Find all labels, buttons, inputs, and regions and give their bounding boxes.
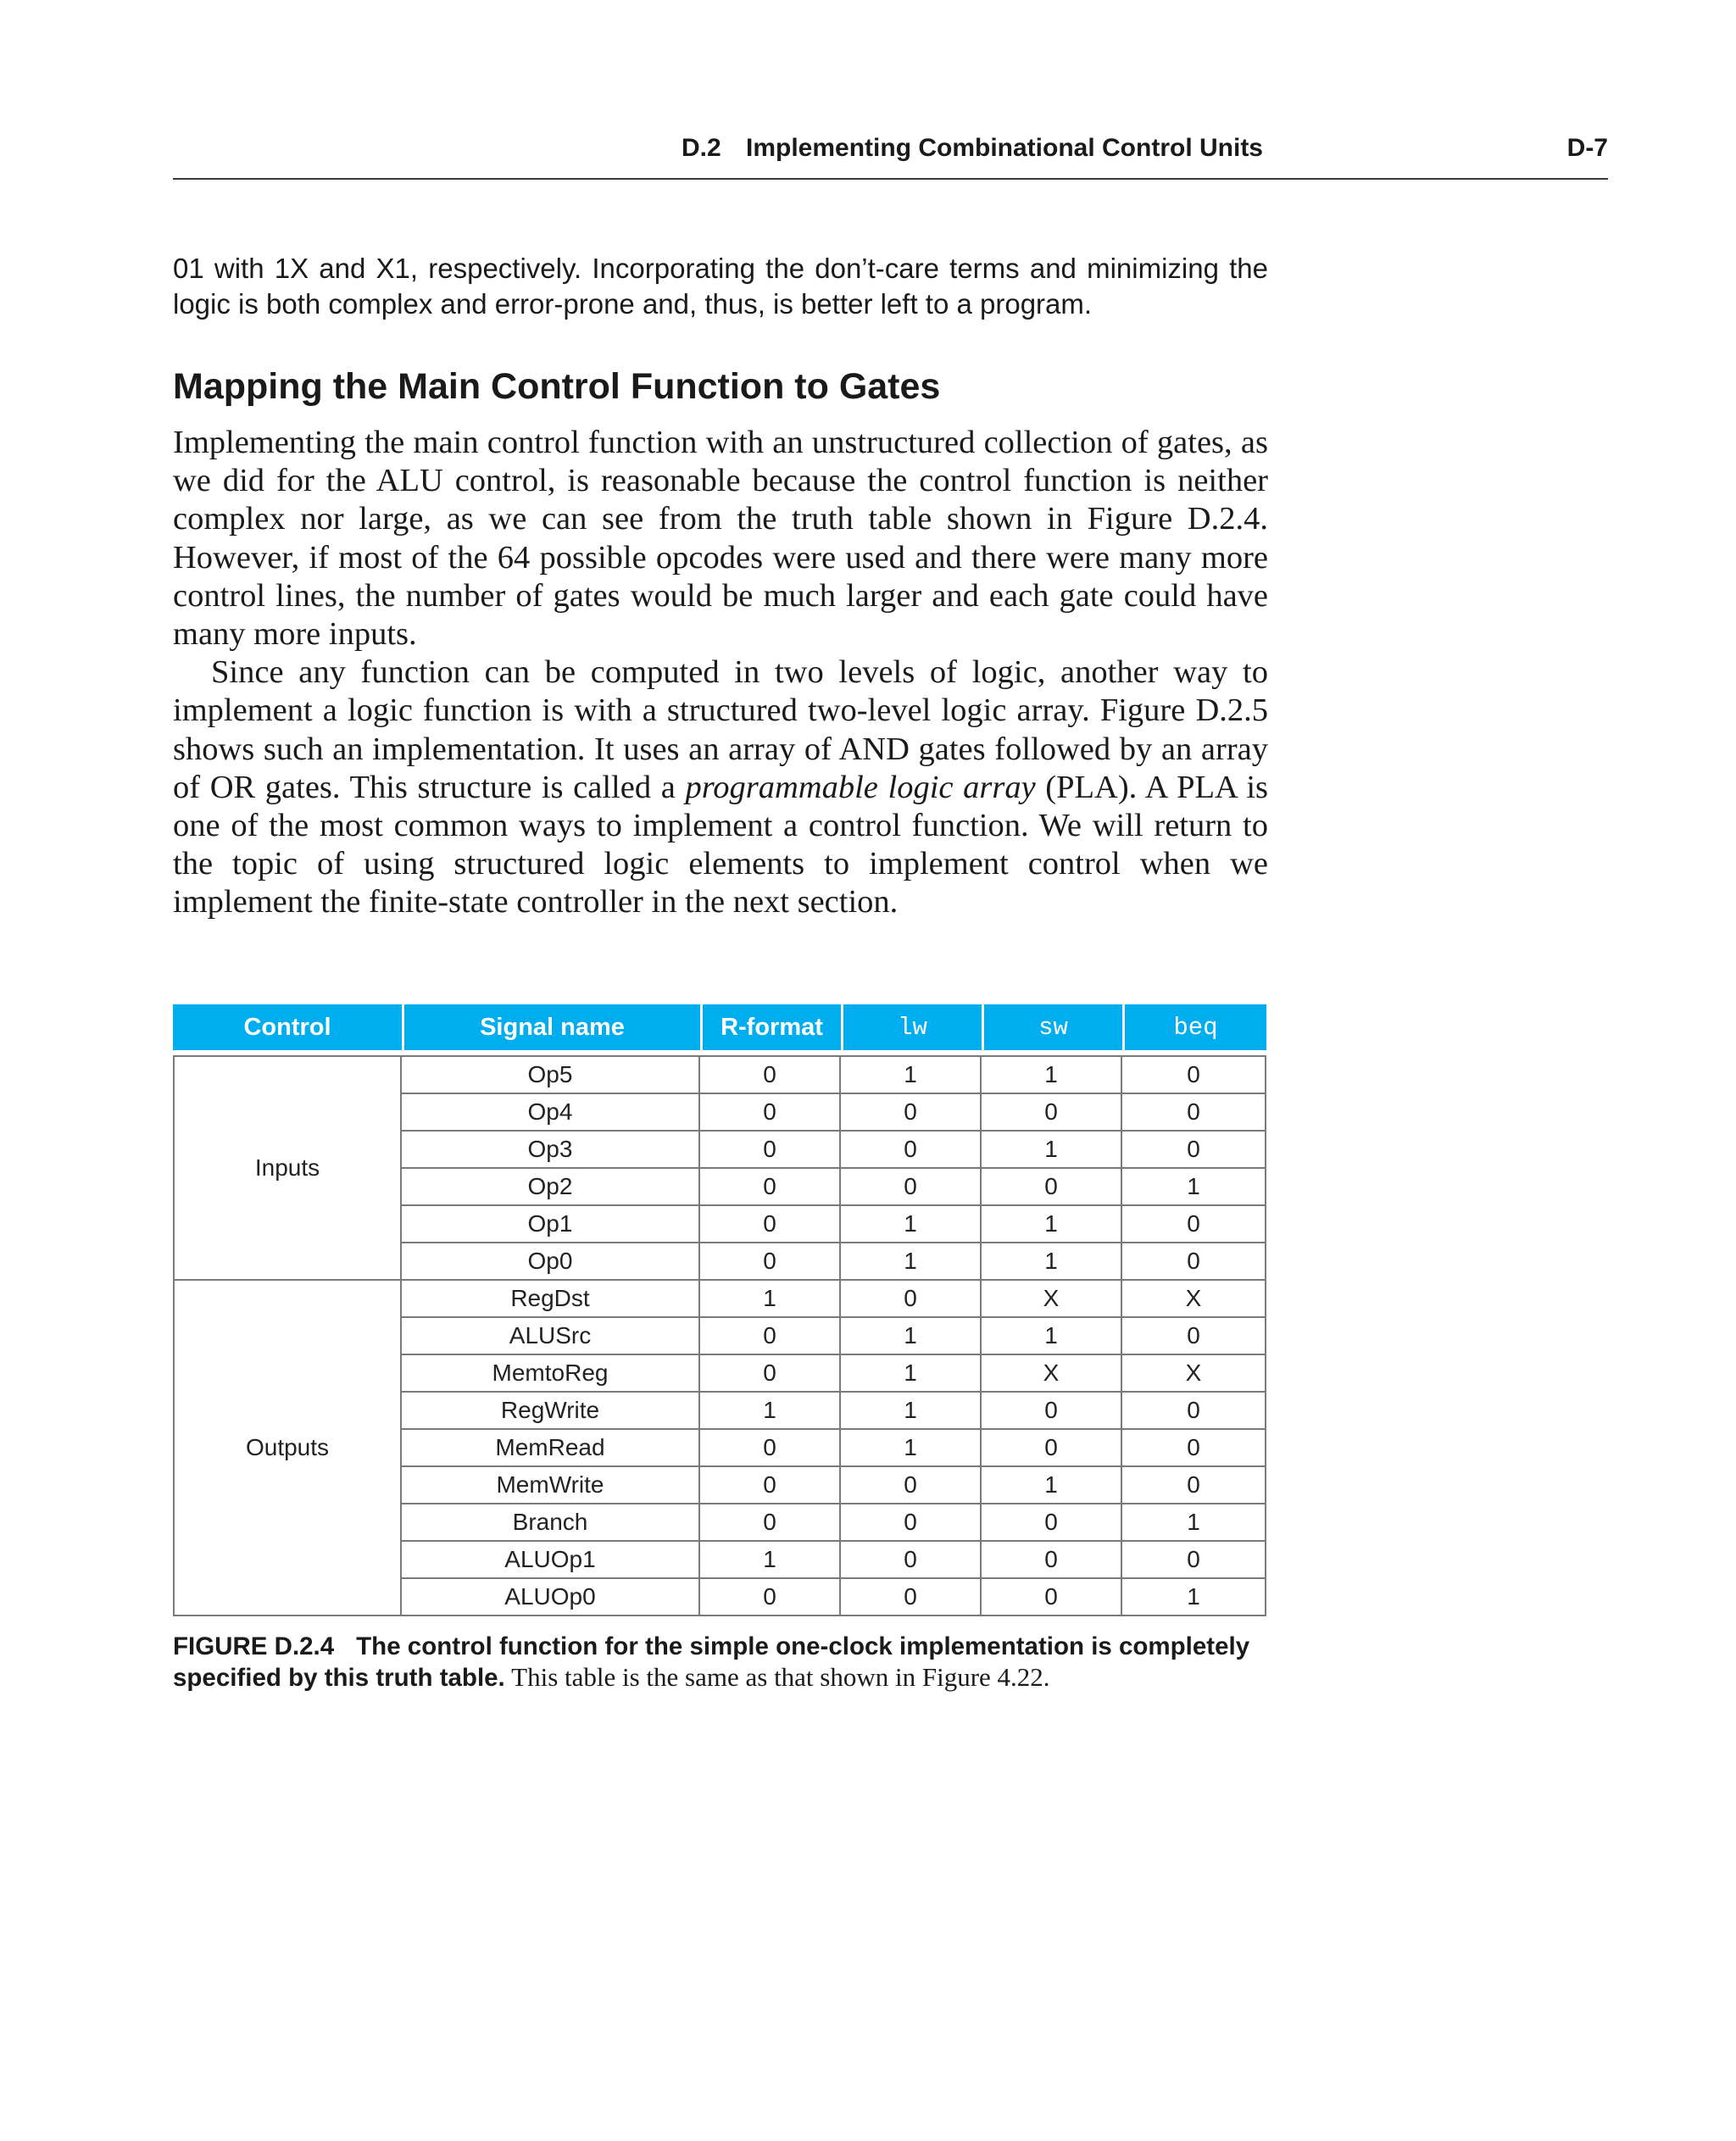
value-cell-lw: 1 xyxy=(841,1318,982,1355)
value-cell-sw: 0 xyxy=(982,1094,1122,1132)
body-paragraph-1: Implementing the main control function with an unstructured collection of gates, as we did for the ALU control, is reasonable because the control function is neither complex nor large, as we can see from the truth table shown in Figure D.2.4. However, if most of the 64 possible opcodes were used and there were many more control lines, the number of gates would be much larger and each gate could have many more inputs. xyxy=(173,425,1268,653)
value-cell-sw: 1 xyxy=(982,1318,1122,1355)
signal-name-cell: MemtoReg xyxy=(402,1355,700,1393)
value-cell-lw: 1 xyxy=(841,1355,982,1393)
value-cell-beq: 0 xyxy=(1122,1542,1266,1579)
value-cell-r-format: 0 xyxy=(700,1132,841,1169)
col-header-beq: beq xyxy=(1122,1004,1266,1050)
defined-term: programmable logic array xyxy=(685,769,1036,805)
truth-table xyxy=(173,1004,1266,1616)
value-cell-sw: 1 xyxy=(982,1467,1122,1504)
value-cell-lw: 0 xyxy=(841,1094,982,1132)
col-header-lw: lw xyxy=(841,1004,982,1050)
signal-name-cell: Op3 xyxy=(402,1132,700,1169)
value-cell-sw: 0 xyxy=(982,1169,1122,1206)
signal-name-cell: MemRead xyxy=(402,1430,700,1467)
caption-label: FIGURE D.2.4 xyxy=(173,1632,335,1660)
value-cell-lw: 1 xyxy=(841,1206,982,1243)
para2-text-before: Since any function can be computed in two levels of logic, another way to implement a logic function is with a structured two-level logic array. Figure D.2.5 shows such an implementation. It uses an array of AND gates followed by an array of OR gates. This structure is called a xyxy=(173,654,1268,805)
value-cell-beq: 1 xyxy=(1122,1169,1266,1206)
value-cell-beq: 0 xyxy=(1122,1094,1266,1132)
body-paragraph-2 xyxy=(173,653,1268,921)
value-cell-r-format: 0 xyxy=(700,1094,841,1132)
value-cell-lw: 0 xyxy=(841,1579,982,1616)
value-cell-r-format: 1 xyxy=(700,1393,841,1430)
value-cell-r-format: 0 xyxy=(700,1243,841,1281)
continued-paragraph: 01 with 1X and X1, respectively. Incorporating the don’t-care terms and minimizing the logic is both complex and error-prone and, thus, is better left to a program. xyxy=(173,253,1268,320)
caption-bold-text: The control function for the simple one-clock implementation is completely specified by this truth table. xyxy=(173,1632,1250,1692)
col-header-sw: sw xyxy=(982,1004,1122,1050)
running-head-section: D.2 xyxy=(682,134,721,162)
value-cell-lw: 0 xyxy=(841,1542,982,1579)
value-cell-r-format: 0 xyxy=(700,1504,841,1542)
value-cell-lw: 1 xyxy=(841,1430,982,1467)
value-cell-sw: 1 xyxy=(982,1055,1122,1094)
signal-name-cell: RegWrite xyxy=(402,1393,700,1430)
section-body xyxy=(173,424,1268,922)
signal-name-cell: Op1 xyxy=(402,1206,700,1243)
table-body xyxy=(173,1050,1266,1616)
value-cell-beq: 0 xyxy=(1122,1393,1266,1430)
signal-name-cell: ALUOp0 xyxy=(402,1579,700,1616)
value-cell-lw: 0 xyxy=(841,1504,982,1542)
signal-name-cell: Op4 xyxy=(402,1094,700,1132)
running-head-title: Implementing Combinational Control Units xyxy=(746,134,1263,162)
value-cell-r-format: 0 xyxy=(700,1206,841,1243)
signal-name-cell: RegDst xyxy=(402,1281,700,1318)
row-group-label: Outputs xyxy=(173,1281,402,1616)
signal-name-cell: ALUOp1 xyxy=(402,1542,700,1579)
value-cell-sw: 1 xyxy=(982,1243,1122,1281)
signal-name-cell: Op0 xyxy=(402,1243,700,1281)
value-cell-lw: 0 xyxy=(841,1281,982,1318)
value-cell-lw: 0 xyxy=(841,1169,982,1206)
value-cell-sw: X xyxy=(982,1355,1122,1393)
value-cell-beq: 0 xyxy=(1122,1243,1266,1281)
value-cell-sw: 0 xyxy=(982,1504,1122,1542)
value-cell-r-format: 0 xyxy=(700,1579,841,1616)
para2-text-after: (PLA). A PLA is one of the most common ways to implement a control function. We will return to the topic of using structured logic elements to implement control when we implement the finite-state controller in the next section. xyxy=(173,769,1269,920)
page-number: D-7 xyxy=(1566,134,1608,162)
value-cell-r-format: 0 xyxy=(700,1169,841,1206)
value-cell-r-format: 0 xyxy=(700,1318,841,1355)
value-cell-r-format: 1 xyxy=(700,1281,841,1318)
value-cell-lw: 1 xyxy=(841,1243,982,1281)
value-cell-lw: 1 xyxy=(841,1055,982,1094)
value-cell-beq: 0 xyxy=(1122,1055,1266,1094)
table-row xyxy=(173,1055,1266,1094)
value-cell-beq: X xyxy=(1122,1355,1266,1393)
col-header-signal-name: Signal name xyxy=(402,1004,700,1050)
value-cell-sw: X xyxy=(982,1281,1122,1318)
value-cell-beq: 0 xyxy=(1122,1430,1266,1467)
value-cell-beq: X xyxy=(1122,1281,1266,1318)
value-cell-lw: 0 xyxy=(841,1467,982,1504)
signal-name-cell: ALUSrc xyxy=(402,1318,700,1355)
value-cell-r-format: 0 xyxy=(700,1430,841,1467)
value-cell-r-format: 0 xyxy=(700,1467,841,1504)
value-cell-sw: 0 xyxy=(982,1430,1122,1467)
value-cell-r-format: 0 xyxy=(700,1355,841,1393)
value-cell-r-format: 0 xyxy=(700,1055,841,1094)
col-header-r-format: R-format xyxy=(700,1004,841,1050)
value-cell-lw: 1 xyxy=(841,1393,982,1430)
value-cell-beq: 1 xyxy=(1122,1504,1266,1542)
value-cell-sw: 1 xyxy=(982,1206,1122,1243)
value-cell-beq: 0 xyxy=(1122,1318,1266,1355)
value-cell-sw: 0 xyxy=(982,1542,1122,1579)
value-cell-sw: 0 xyxy=(982,1579,1122,1616)
signal-name-cell: Op5 xyxy=(402,1055,700,1094)
value-cell-beq: 0 xyxy=(1122,1206,1266,1243)
section-heading: Mapping the Main Control Function to Gates xyxy=(173,366,941,407)
signal-name-cell: MemWrite xyxy=(402,1467,700,1504)
running-head xyxy=(173,134,1608,180)
value-cell-r-format: 1 xyxy=(700,1542,841,1579)
signal-name-cell: Op2 xyxy=(402,1169,700,1206)
value-cell-beq: 1 xyxy=(1122,1579,1266,1616)
value-cell-sw: 0 xyxy=(982,1393,1122,1430)
caption-text: This table is the same as that shown in Figure 4.22. xyxy=(511,1662,1050,1692)
figure-caption xyxy=(173,1632,1275,1693)
value-cell-beq: 0 xyxy=(1122,1467,1266,1504)
value-cell-lw: 0 xyxy=(841,1132,982,1169)
table-row xyxy=(173,1281,1266,1318)
value-cell-sw: 1 xyxy=(982,1132,1122,1169)
col-header-control: Control xyxy=(173,1004,402,1050)
value-cell-beq: 0 xyxy=(1122,1132,1266,1169)
row-group-label: Inputs xyxy=(173,1055,402,1281)
signal-name-cell: Branch xyxy=(402,1504,700,1542)
